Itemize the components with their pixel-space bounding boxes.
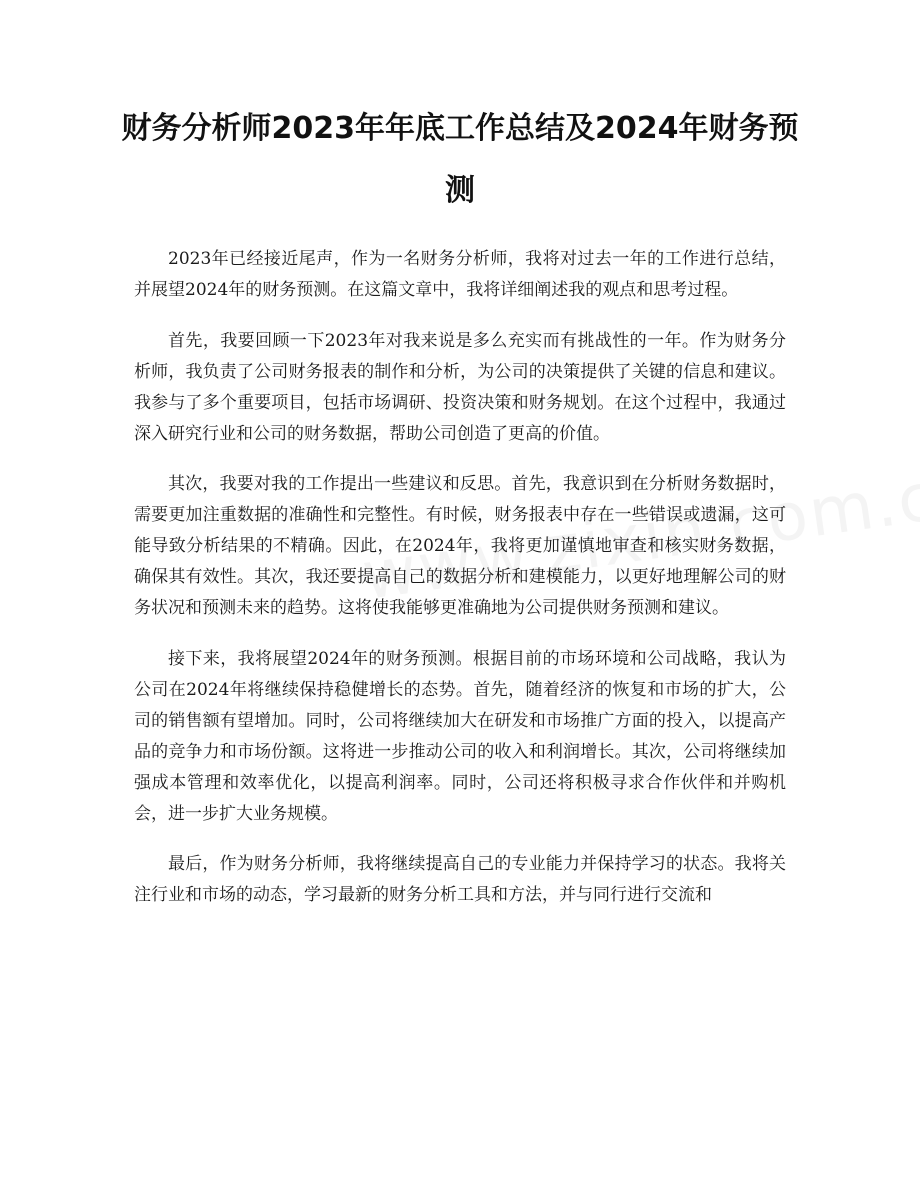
paragraph-reflection: 其次，我要对我的工作提出一些建议和反思。首先，我意识到在分析财务数据时，需要更加注重数据的准确性和完整性。有时候，财务报表中存在一些错误或遗漏，这可能导致分析结果的不精确。因此，在2024年，我将更加谨慎地审查和核实财务数据，确保其有效性。其次，我还要提高自己的数据分析和建模能力，以更好地理解公司的财务状况和预测未来的趋势。这将使我能够更准确地为公司提供财务预测和建议。 <box>134 474 786 618</box>
document-body <box>134 244 786 931</box>
paragraph-intro: 2023年已经接近尾声，作为一名财务分析师，我将对过去一年的工作进行总结，并展望2024年的财务预测。在这篇文章中，我将详细阐述我的观点和思考过程。 <box>134 249 786 300</box>
paragraph-conclusion: 最后，作为财务分析师，我将继续提高自己的专业能力并保持学习的状态。我将关注行业和市场的动态，学习最新的财务分析工具和方法，并与同行进行交流和 <box>134 854 786 905</box>
paragraph-review: 首先，我要回顾一下2023年对我来说是多么充实而有挑战性的一年。作为财务分析师，我负责了公司财务报表的制作和分析，为公司的决策提供了关键的信息和建议。我参与了多个重要项目，包括市场调研、投资决策和财务规划。在这个过程中，我通过深入研究行业和公司的财务数据，帮助公司创造了更高的价值。 <box>134 330 786 444</box>
paragraph-forecast: 接下来，我将展望2024年的财务预测。根据目前的市场环境和公司战略，我认为公司在2024年将继续保持稳健增长的态势。首先，随着经济的恢复和市场的扩大，公司的销售额有望增加。同时，公司将继续加大在研发和市场推广方面的投入，以提高产品的竞争力和市场份额。这将进一步推动公司的收入和利润增长。其次，公司将继续加强成本管理和效率优化，以提高利润率。同时，公司还将积极寻求合作伙伴和并购机会，进一步扩大业务规模。 <box>134 648 786 824</box>
document-title: 财务分析师2023年年底工作总结及2024年财务预测 <box>121 111 799 208</box>
